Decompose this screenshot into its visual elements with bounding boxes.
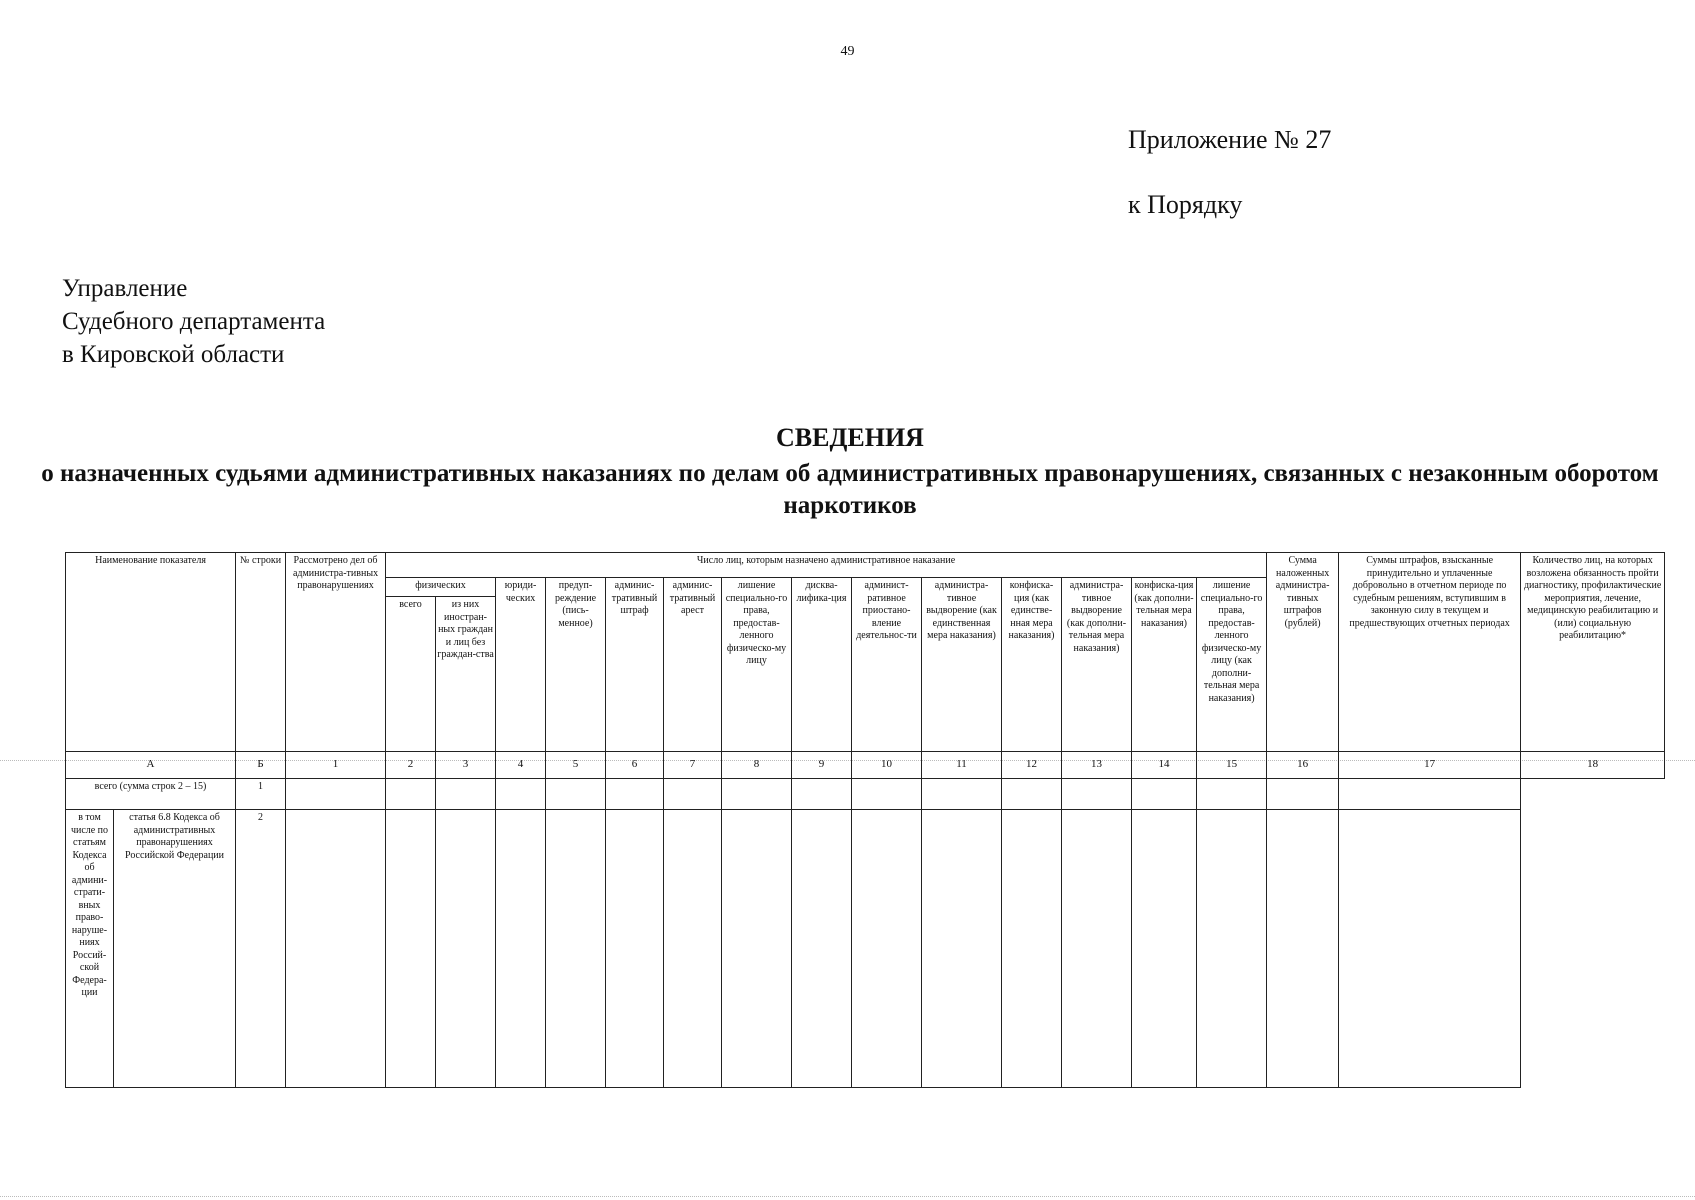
header-cases: Рассмотрено дел об администра-тивных правонарушениях — [286, 553, 386, 752]
empty-cell — [286, 779, 386, 810]
column-number: 17 — [1339, 752, 1521, 779]
header-physical: физических — [386, 578, 496, 597]
appendix-number: Приложение № 27 — [1128, 125, 1332, 154]
header-indicator: Наименование показателя — [66, 553, 236, 752]
organization-line: в Кировской области — [62, 341, 285, 368]
column-number: 4 — [496, 752, 546, 779]
header-arrest: админис-тративный арест — [664, 578, 722, 752]
column-number: 1 — [286, 752, 386, 779]
empty-cell — [1197, 779, 1267, 810]
header-fine: админис-тративный штраф — [606, 578, 664, 752]
empty-cell — [922, 810, 1002, 1088]
empty-cell — [922, 779, 1002, 810]
header-disqualification: дисква-лифика-ция — [792, 578, 852, 752]
header-deprivation-additional: лишение специально-го права, предостав-ленного физическо-му лицу (как дополни-тельная мера наказания) — [1197, 578, 1267, 752]
appendix-reference: к Порядку — [1128, 190, 1243, 219]
empty-cell — [1002, 810, 1062, 1088]
header-expulsion-only: администра-тивное выдворение (как единственная мера наказания) — [922, 578, 1002, 752]
table-row — [66, 779, 1665, 810]
column-number: 15 — [1197, 752, 1267, 779]
empty-cell — [1062, 779, 1132, 810]
scan-dotted-line — [0, 1196, 1695, 1197]
column-number: 14 — [1132, 752, 1197, 779]
empty-cell — [1197, 810, 1267, 1088]
header-physical-total: всего — [386, 597, 436, 752]
header-legal: юриди-ческих — [496, 578, 546, 752]
header-fines-sum: Сумма наложенных администра-тивных штрафов (рублей) — [1267, 553, 1339, 752]
empty-cell — [546, 810, 606, 1088]
column-number: 12 — [1002, 752, 1062, 779]
header-line-number: № строки — [236, 553, 286, 752]
empty-cell — [722, 779, 792, 810]
header-row — [66, 553, 1665, 578]
organization-line: Управление — [62, 275, 188, 302]
empty-cell — [436, 779, 496, 810]
empty-cell — [1267, 779, 1339, 810]
empty-cell — [1267, 810, 1339, 1088]
header-warning: предуп-реждение (пись-менное) — [546, 578, 606, 752]
column-number: 11 — [922, 752, 1002, 779]
page-number: 49 — [840, 44, 855, 59]
header-expulsion-additional: администра-тивное выдворение (как дополни-тельная мера наказания) — [1062, 578, 1132, 752]
table-row — [66, 810, 1665, 1088]
column-number: 13 — [1062, 752, 1132, 779]
empty-cell — [606, 810, 664, 1088]
empty-cell — [792, 779, 852, 810]
report-table — [65, 552, 1665, 1088]
empty-cell — [664, 810, 722, 1088]
empty-cell — [1339, 779, 1521, 810]
empty-cell — [722, 810, 792, 1088]
empty-cell — [606, 779, 664, 810]
header-diagnostics: Количество лиц, на которых возложена обязанность пройти диагностику, профилактические мероприятия, лечение, медицинскую реабилитацию и (или) социальную реабилитацию* — [1521, 553, 1665, 752]
column-number: 7 — [664, 752, 722, 779]
empty-cell — [286, 810, 386, 1088]
document-title: СВЕДЕНИЯ — [776, 423, 924, 452]
empty-cell — [852, 810, 922, 1088]
column-number: 9 — [792, 752, 852, 779]
empty-cell — [496, 810, 546, 1088]
row-label: всего (сумма строк 2 – 15) — [66, 779, 236, 810]
empty-cell — [1002, 779, 1062, 810]
header-deprivation: лишение специально-го права, предостав-ленного физическо-му лицу — [722, 578, 792, 752]
column-number: 8 — [722, 752, 792, 779]
column-number: А — [66, 752, 236, 779]
empty-cell — [1062, 810, 1132, 1088]
column-number: 5 — [546, 752, 606, 779]
row-line-number: 1 — [236, 779, 286, 810]
header-suspension: админист-ративное приостано-вление деятельнос-ти — [852, 578, 922, 752]
header-physical-foreign: из них иностран-ных граждан и лиц без граждан-ства — [436, 597, 496, 752]
empty-cell — [436, 810, 496, 1088]
organization-line: Судебного департамента — [62, 308, 326, 335]
column-number-row — [66, 752, 1665, 779]
empty-cell — [664, 779, 722, 810]
column-number: 16 — [1267, 752, 1339, 779]
row-group-label: в том числе по статьям Кодекса об админи-страти-вных право-наруше-ниях Россий-ской Федера-ции — [66, 810, 114, 1088]
column-number: 18 — [1521, 752, 1665, 779]
column-number: 3 — [436, 752, 496, 779]
empty-cell — [1339, 810, 1521, 1088]
empty-cell — [792, 810, 852, 1088]
header-fines-collected: Суммы штрафов, взысканные принудительно и уплаченные добровольно в отчетном периоде по судебным решениям, вступившим в законную силу в текущем и предшествующих отчетных периодах — [1339, 553, 1521, 752]
empty-cell — [852, 779, 922, 810]
organization-block — [62, 272, 325, 371]
empty-cell — [1132, 779, 1197, 810]
row-label: статья 6.8 Кодекса об административных правонарушениях Российской Федерации — [114, 810, 236, 1088]
empty-cell — [546, 779, 606, 810]
column-number: 10 — [852, 752, 922, 779]
column-number: Б — [236, 752, 286, 779]
row-line-number: 2 — [236, 810, 286, 1088]
header-confiscation-additional: конфиска-ция (как дополни-тельная мера наказания) — [1132, 578, 1197, 752]
document-subtitle: о назначенных судьями административных наказаниях по делам об административных правонарушениях, связанных с незаконным оборотом наркотиков — [41, 460, 1659, 519]
header-persons-group: Число лиц, которым назначено административное наказание — [386, 553, 1267, 578]
empty-cell — [386, 779, 436, 810]
empty-cell — [1132, 810, 1197, 1088]
empty-cell — [496, 779, 546, 810]
column-number: 6 — [606, 752, 664, 779]
header-confiscation-only: конфиска-ция (как единстве-нная мера наказания) — [1002, 578, 1062, 752]
column-number: 2 — [386, 752, 436, 779]
empty-cell — [386, 810, 436, 1088]
